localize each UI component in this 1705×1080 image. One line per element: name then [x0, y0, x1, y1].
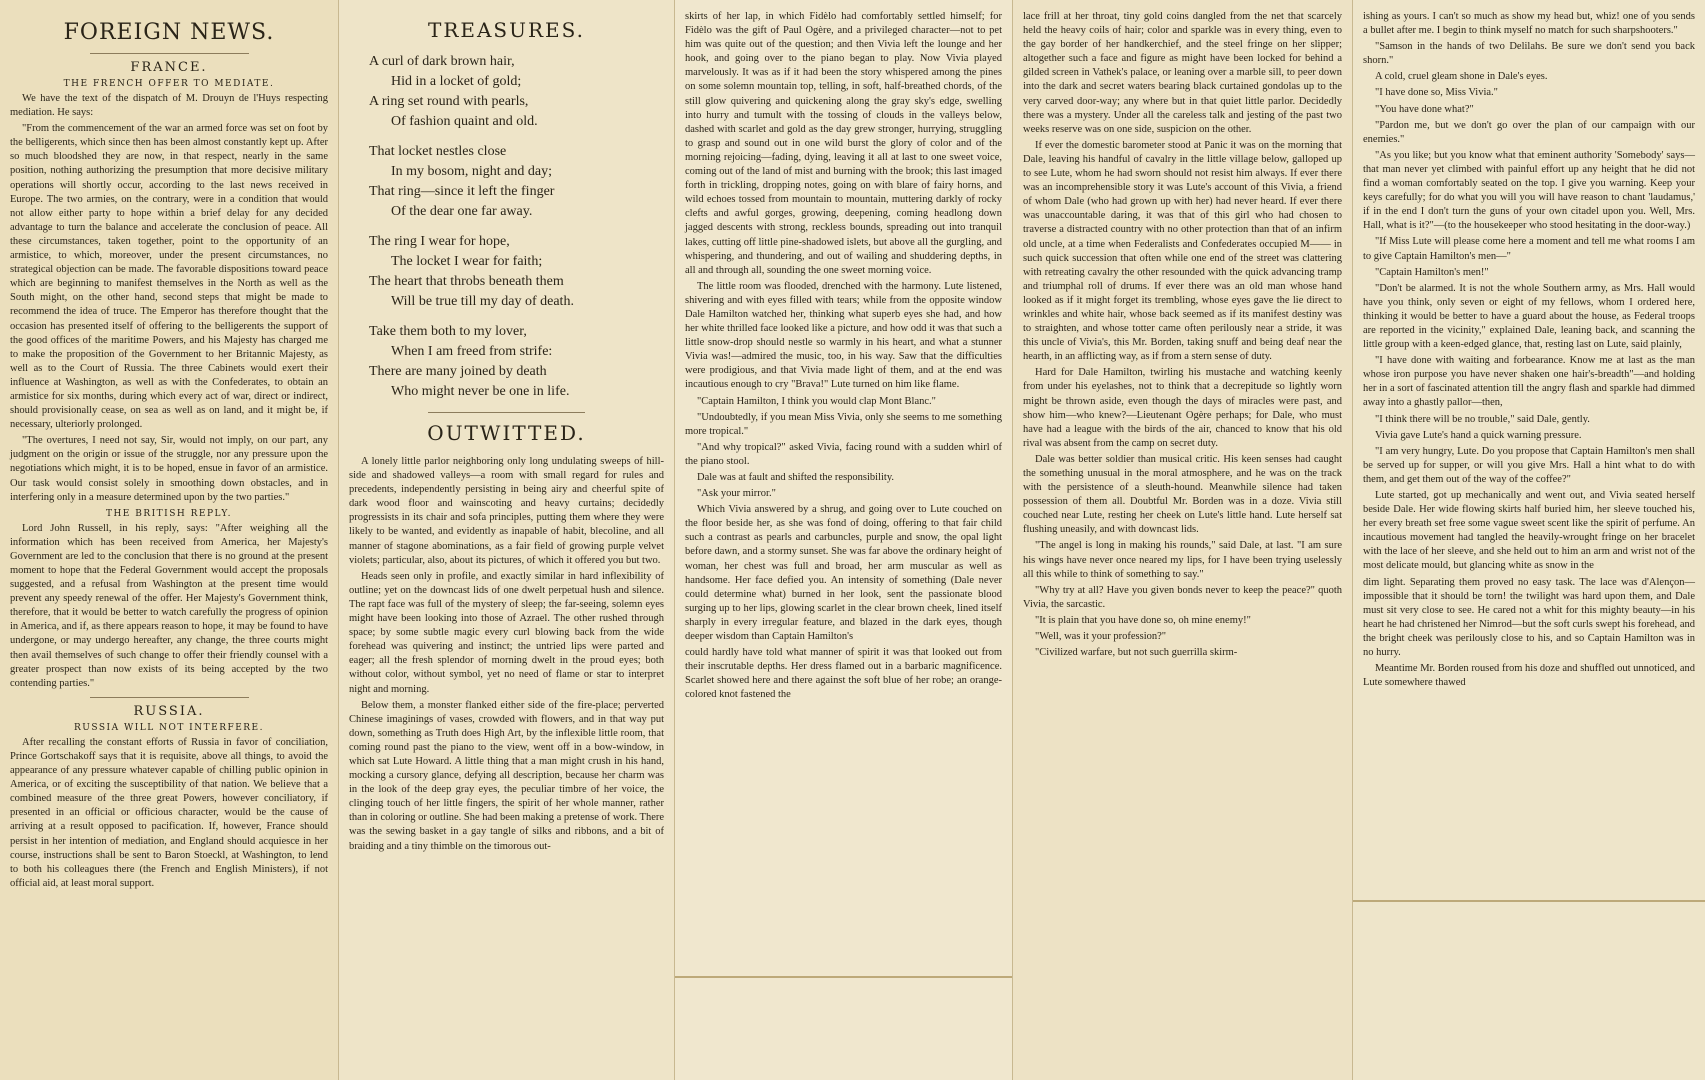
column-foreign-news: [0, 0, 338, 1080]
paragraph: Heads seen only in profile, and exactly similar in hard inflexibility of outline; yet on the downcast lids of one dwelt perpetual hush and silence. The rapt face was full of the mystery of sleep; the far-seeing, solemn eyes might have been looking into those of Azrael. The other rushed through space; by some subtle magic every curl blowing back from the wide forehead was quivering and instinct; the untried lips were parted and eager; all the fresh splendor of morning dwelt in the proud eyes; both without color, without symbol, yet no need of flame or star to interpret night and morning.: [349, 570, 664, 695]
paragraph: We have the text of the dispatch of M. Drouyn de l'Huys respecting mediation. He says:: [10, 93, 328, 119]
poem-line: Will be true till my day of death.: [391, 294, 574, 309]
poem: [369, 52, 664, 402]
paragraph: If ever the domestic barometer stood at Panic it was on the morning that Dale, leaving his handful of cavalry in the little village below, galloped up to see Lute, whom he had sworn should not resist him always. If ever there was an incomprehensible story it was Lute's account of this Vivia, a friend of whom Dale (who had grown up with her) had never heard. If ever there was unaccountable daring, it was that of this girl who had chosen to traverse a distracted country with no other protection than that of an infirm old uncle, at a time when Federalists and Confederates occupied M—— in such quick succession that often while one end of the street was clattering with retreating cavalry the other resounded with the quick advancing tramp and triumphal roll of drums. If ever there was an old man whose hand looked as if it might forget its trembling, whose eyes gave the lie direct to wrinkles and white hair, whose back seemed as if its manifest destiny was to straighten, and whose totter came often perilously near a stride, it was this uncle of Vivia's, this Mr. Borden, taking snuff and being deaf near the hearth, in an afflicting way, as if from a stern sense of duty.: [1023, 139, 1342, 363]
poem-line: That locket nestles close: [369, 144, 507, 159]
poem-line: There are many joined by death: [369, 364, 547, 379]
paragraph: After recalling the constant efforts of Russia in favor of conciliation, Prince Gortschakoff says that it is requisite, above all things, to avoid the appearance of any pressure whatever capable of chilling public opinion in America, or of exciting the susceptibility of that nation. We believe that a combined measure of the three great Powers, however conciliatory, if presented in an official or officious character, would be the cause of arriving at a result opposed to pacification. If, however, France should persist in her intention of mediation, and England should acquiesce in her course, instructions shall be sent to Baron Stoeckl, at Washington, to lend to both his colleagues there (the French and English Ministers), if not official aid, at least moral support.: [10, 736, 328, 889]
poem-line: Hid in a locket of gold;: [391, 74, 522, 89]
paragraph: "Ask your mirror.": [697, 488, 776, 500]
divider: [90, 697, 249, 698]
clipping-seam: [675, 976, 1012, 978]
paragraph: Dale was at fault and shifted the responsibility.: [697, 472, 895, 483]
divider: [90, 53, 249, 54]
paragraph: "As you like; but you know what that eminent authority 'Somebody' says—that man never yet climbed with painful effort up any height that he did not find a woman comfortably seated on the top. I give you warning. Keep your keys carefully; for do what you will you will have reason to chant 'laudamus,' if in the end I don't turn the guns of your own citadel upon you. Well, Mrs. Hall, what is it?"—(to the housekeeper who stood hesitating in the door-way.): [1363, 149, 1695, 232]
paragraph: "I am very hungry, Lute. Do you propose that Captain Hamilton's men shall be served up for supper, or will you give Mrs. Hall a hint what to do with them, and get them out of the way of the coffee?": [1363, 445, 1695, 485]
paragraph: "I have done so, Miss Vivia.": [1375, 87, 1498, 99]
paragraph: "If Miss Lute will please come here a moment and tell me what rooms I am to give Captain Hamilton's men—": [1363, 236, 1695, 262]
paragraph: "The angel is long in making his rounds," said Dale, at last. "I am sure his wings have never once neared my lips, for I have been trying uselessly all this while to think of something to say.": [1023, 540, 1342, 580]
paragraph: "Undoubtedly, if you mean Miss Vivia, only she seems to me something more tropical.": [685, 411, 1002, 437]
poem-line: The ring I wear for hope,: [369, 234, 510, 249]
paragraph: Dale was better soldier than musical critic. His keen senses had caught the something unusual in the moral atmosphere, and he was on the track with the persistence of a sleuth-hound. Meanwhile silence had taken possession of them all. Doubtful Mr. Borden was in a doze. Vivia still couched near Lute, resting her cheek on Lute's little hand. Lute herself sat flushing uneasily, and with downcast lids.: [1023, 453, 1342, 536]
paragraph: "Why try at all? Have you given bonds never to keep the peace?" quoth Vivia, the sarcastic.: [1023, 584, 1342, 610]
story-title: OUTWITTED.: [427, 421, 586, 445]
paragraph: "From the commencement of the war an armed force was set on foot by the belligerents, which since then has been almost constantly kept up. After so much bloodshed they are now, in that respect, nearly in the same position, nothing authorizing the presumption that more decisive military operations will shortly occur, according to the last news received in Europe. The two armies, on the contrary, were in a condition that would not allow either party to hope within a brief delay for any decided advantage to turn the balance and accelerate the conclusion of peace. All these circumstances, taken together, point to the opportunity of an armistice, to which, moreover, under the present circumstances, no strategical objection can be made. The favorable dispositions toward peace which are beginning to manifest themselves in the North as well as the South might, on the other hand, second steps that might be made to recommend the idea of truce. The Emperor has therefore thought that the occasion has presented itself of offering to the belligerents the support of the good offices of the maritime Powers, and his Majesty has charged me to make the proposition of the Government to her Britannic Majesty, as well as to the Court of Russia. The three Cabinets would exert their influence at Washington, as well as with the Confederates, to obtain an armistice for six months, during which every act of war, direct or indirect, should provisionally cease, on sea as well as on land, and it might be, if necessary, ulteriorly prolonged.: [10, 123, 328, 431]
paragraph: Lord John Russell, in his reply, says: "After weighing all the information which has been received from America, her Majesty's Government are led to the conclusion that there is no ground at the present moment to hope that the Federal Government would accept the proposals suggested, and a refusal from Washington at the present time would prevent any speedy renewal of the offer. Her Majesty's Government think, therefore, that it would be better to watch carefully the progress of opinion in America, and if, as there appears reason to hope, it may be found to have undergone, or may undergo hereafter, any change, the three courts might then avail themselves of such change to offer their friendly counsel with a greater prospect than now exists of its being accepted by the two contending parties.": [10, 522, 328, 689]
paragraph: Lute started, got up mechanically and went out, and Vivia seated herself beside Dale. Her wide flowing skirts half buried him, her sleeve touched his, her every breath set free some vague sweet scent like the spirit of perfume. An incautious movement had tangled the heavily-wrought fringe on her bracelet with the lace of her sleeve, and she held out to him an arm and wrist not of the most delicate mould, but glancing white as snow in the: [1363, 490, 1695, 572]
paragraph: dim light. Separating them proved no easy task. The lace was d'Alençon—impossible that it should be torn! the twilight was hard upon them, and Dale must sit very close to see. He cared not a whit for this mighty beauty—in his heart he had christened her Nimrod—but the soft curls swept his forehead, and the bright cheek was perilously close to his, and so Captain Hamilton was in no hurry.: [1363, 576, 1695, 659]
paragraph: Below them, a monster flanked either side of the fire-place; perverted Chinese imaginings of vases, crowded with flowers, and in that way put down, something as Truth does High Art, by the inflexible little room, that coming round past the piano to the view, went off in a bow-window, in which sat Lute Howard. A little thing that a man might crush in his hand, mocking a cursory glance, defying all description, because her charm was in the look of the deep gray eyes, the peculiar timbre of her voice, the clinging touch of her little fingers, the spirit of her whole manner, rather than in coloring or outline. She had been making a pretense of work. There was the sewing basket in a gay tangle of silks and ribbons, and a bit of braiding and a tiny thimble on the timorous out-: [349, 699, 665, 852]
divider: [428, 412, 586, 413]
paragraph: Vivia gave Lute's hand a quick warning pressure.: [1375, 429, 1582, 441]
poem-line: Take them both to my lover,: [369, 324, 527, 339]
poem-line: The heart that throbs beneath them: [369, 274, 564, 289]
stanza-break: [369, 222, 664, 232]
poem-line: A ring set round with pearls,: [369, 94, 529, 109]
clipping-seam: [1353, 900, 1705, 902]
paragraph: "Captain Hamilton, I think you would clap Mont Blanc.": [697, 395, 936, 407]
poem-line: Who might never be one in life.: [391, 384, 570, 399]
paragraph: skirts of her lap, in which Fidèlo had comfortably settled himself; for Fidèlo was the gift of Paul Ogère, and a privileged character—not to pet him was quite out of the question; and then Vivia left the lounge and her hook, and going over to the piano began to play. Now Vivia played marvelously. It was as if it had been the story whispered among the pines on some solemn mountain top, telling, in soft, half-breathed chords, of the still glow quivering and quickening along the gray sky's edge, swelling into hurry and tumult with the tossing of clouds in the valleys below, dashed with scarlet and gold as the day grew stronger, hurrying, struggling to grasp and sound out in one wild burst the glory of color and of the morning rejoicing—fading, dying, leaving it all at last to one sweet voice, coming out of the land of mist and burning with the brook; this last imaged forth in trickling, dropping notes, going on with blare of fairy horns, and wild echoes tossed from mountain to mountain, muttering darkly of rocky clefts and awful gorges, growing, deepening, coming headlong down jagged descents with strong, reckless bounds, spreading out into tranquil lakes, cutting off little pine-shadowed islets, but above all the gurgling, and whispering, and thundering, and out of wailing and shuddering depths, in all and through all, sounding the one sweet morning voice.: [685, 11, 1002, 276]
stanza-break: [369, 312, 664, 322]
paragraph: "Well, was it your profession?": [1035, 631, 1167, 643]
stanza-break: [369, 132, 664, 142]
paragraph: "Pardon me, but we don't go over the plan of our campaign with our enemies.": [1363, 119, 1695, 145]
poem-line: A curl of dark brown hair,: [369, 54, 515, 69]
poem-title: TREASURES.: [427, 18, 585, 42]
paragraph: "I think there will be no trouble," said Dale, gently.: [1375, 413, 1590, 425]
column-story-continued: [674, 0, 1012, 1080]
poem-line: Of fashion quaint and old.: [391, 114, 538, 129]
country-heading: FRANCE.: [130, 60, 208, 75]
paragraph: The little room was flooded, drenched with the harmony. Lute listened, shivering and with eyes filled with tears; while from the opposite window Dale Hamilton watched her, thinking what superb eyes she had, and how her white thrilled face looked like a picture, and how odd it was that such a little snow-drop should nestle so warmly in his heart, and what a stunner Vivia was!—admired the music, too, in his way. Saw that the difficulties were prodigious, and that Vivia made light of them, and at the end was incautious enough to cry "Brava!" Lute turned on him like flame.: [685, 280, 1002, 391]
paragraph: could hardly have told what manner of spirit it was that looked out from their inscrutable depths. Her dress flamed out in a barbaric magnificence. Scarlet showed here and there against the soft blue of her robe; an orange-colored knot fastened the: [685, 647, 1002, 701]
paragraph: "Samson in the hands of two Delilahs. Be sure we don't send you back shorn.": [1363, 41, 1695, 67]
paragraph: Which Vivia answered by a shrug, and going over to Lute couched on the floor beside her, as she was fond of doing, offering to that fair child such a contrast as pearls and carbuncles, purple and snow, the opal light before dawn, and a stormy sunset. She was far above the ordinary height of woman, her chest was full and broad, her arm muscular as well as handsome. Her face defied you. An intensity of something (Dale never could determine what) burned in her look, sent the passionate blood surging up to her lips, glowing scarlet in the clear brown cheek, lined itself sharply in every irregular feature, and blazed in the dark eyes, though deeper wisdom than Captain Hamilton's: [685, 504, 1002, 643]
poem-line: In my bosom, night and day;: [391, 164, 552, 179]
column-treasures-outwitted: [338, 0, 674, 1080]
poem-line: Of the dear one far away.: [391, 204, 533, 219]
paragraph: "And why tropical?" asked Vivia, facing round with a sudden whirl of the piano stool.: [685, 441, 1002, 467]
poem-line: That ring—since it left the finger: [369, 184, 555, 199]
column-story-continued: [1352, 0, 1705, 1080]
paragraph: "Don't be alarmed. It is not the whole Southern army, as Mrs. Hall would have you think, only seven or eight of my fellows, whom I ordered here, thinking it would be better to have a guard about the house, as Federal troops are reported in the vicinity," explained Dale, leaning back, and scanning the little group with a keen-edged glance, that, resting last on Lute, said plainly,: [1363, 282, 1695, 351]
paragraph: "It is plain that you have done so, oh mine enemy!": [1035, 614, 1251, 626]
subheading: THE BRITISH REPLY.: [105, 508, 233, 519]
paragraph: ishing as yours. I can't so much as show my head but, whiz! one of you sends a bullet after me. I begin to think myself no match for such sharpshooters.": [1363, 11, 1695, 37]
subheading: RUSSIA WILL NOT INTERFERE.: [74, 722, 264, 733]
poem-line: When I am freed from strife:: [391, 344, 553, 359]
paragraph: A lonely little parlor neighboring only long undulating sweeps of hill-side and shadowed valleys—a room with small regard for rules and precedents, independently persisting in being airy and cheerful spite of dark wood floor and wainscoting and heavy curtains; decidedly progressists in its chair and sofa principles, putting them where they were likely to be wanted, and evidently as inapable of habit, blecoline, and all manner of stagone abominations, as a fair field of growing purple velvet violets; particular, also, about its pictures, of which it offered you but two.: [349, 456, 664, 566]
poem-line: The locket I wear for faith;: [391, 254, 543, 269]
section-header: FOREIGN NEWS.: [63, 20, 275, 45]
paragraph: "The overtures, I need not say, Sir, would not imply, on our part, any judgment on the origin or issue of the struggle, nor any pressure upon the negotiations which might, it is to be hoped, ensue in favor of an armistice. Our task would consist solely in smoothing down obstacles, and in interfering only in a measure determined upon by the two parties.": [10, 435, 328, 503]
country-heading: RUSSIA.: [133, 703, 205, 719]
paragraph: A cold, cruel gleam shone in Dale's eyes.: [1375, 71, 1548, 83]
paragraph: Meantime Mr. Borden roused from his doze and shuffled out unnoticed, and Lute somewhere thawed: [1363, 663, 1695, 689]
paragraph: lace frill at her throat, tiny gold coins dangled from the net that scarcely held the heavy coils of hair; color and sparkle was in every thing, even to the gay border of her handkerchief, and the steel fringe on her slipper; altogether such a face and figure as might have been locked for behind a gilded screen in Vathek's palace, or leaning over a marble sill, to peer down into the dark and secret waters bearing black curtained gondolas up to the very carved door-way; any where but in that quiet little parlor. Decidedly there was a mystery. Under all the careless talk and jesting of the past two weeks reserve was on one side, suspicion on the other.: [1023, 11, 1342, 135]
paragraph: "Civilized warfare, but not such guerrilla skirm-: [1035, 647, 1238, 659]
paragraph: "I have done with waiting and forbearance. Know me at last as the man whose iron purpose you have never shaken one hair's-breadth"—and holding her in a sort of fascinated attention till the angry flash and sparkle had dimmed away into a ghastly pallor—then,: [1363, 355, 1695, 409]
paragraph: "You have done what?": [1375, 103, 1474, 115]
subheading: THE FRENCH OFFER TO MEDIATE.: [63, 79, 275, 89]
column-story-continued: [1012, 0, 1352, 1080]
paragraph: Hard for Dale Hamilton, twirling his mustache and watching keenly from under his eyelashes, not to think that a decrepitude so lightly worn might be thrown aside, even though the days of miracles were past, and show him—who knew?—Lieutenant Ogère perhaps; for Dale, who must have had a league with the birds of the air, chanced to know that his old rival was absent from the camp on secret duty.: [1023, 367, 1342, 449]
paragraph: "Captain Hamilton's men!": [1375, 266, 1489, 278]
